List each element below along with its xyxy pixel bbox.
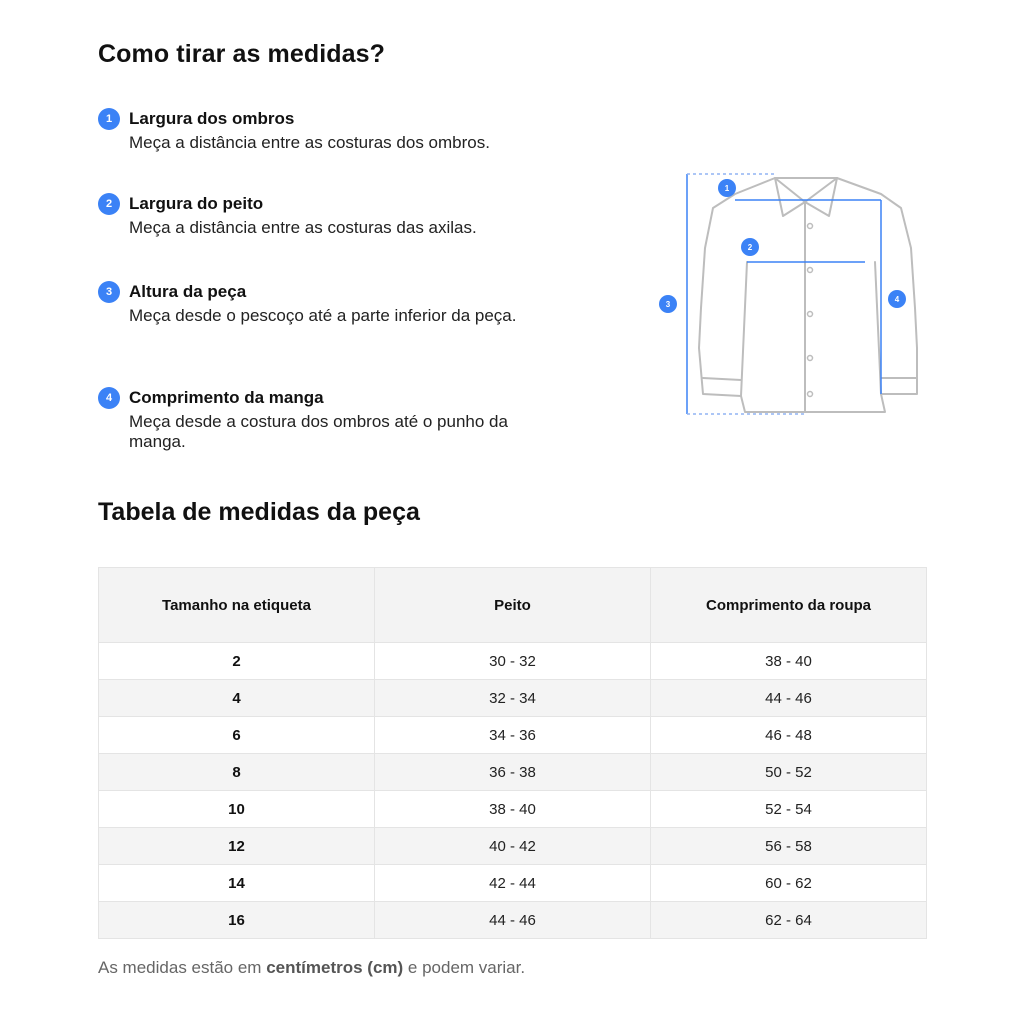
size-cell: 8 <box>99 754 375 791</box>
length-cell: 50 - 52 <box>651 754 927 791</box>
column-header: Tamanho na etiqueta <box>99 568 375 643</box>
step-chest-width <box>98 192 558 238</box>
length-cell: 62 - 64 <box>651 902 927 939</box>
table-row <box>99 717 927 754</box>
chest-cell: 34 - 36 <box>375 717 651 754</box>
size-cell: 16 <box>99 902 375 939</box>
step-number-badge: 1 <box>98 108 120 130</box>
measurement-note <box>98 958 525 978</box>
step-title: Altura da peça <box>129 282 247 301</box>
chest-cell: 36 - 38 <box>375 754 651 791</box>
size-table <box>98 567 927 939</box>
step-description: Meça a distância entre as costuras das axilas. <box>129 218 477 237</box>
length-cell: 56 - 58 <box>651 828 927 865</box>
shirt-buttons <box>808 224 813 397</box>
step-number-badge: 3 <box>98 281 120 303</box>
note-prefix: As medidas estão em <box>98 958 267 977</box>
step-sleeve-length <box>98 386 558 452</box>
step-title: Comprimento da manga <box>129 388 324 407</box>
step-shoulder-width <box>98 107 558 153</box>
table-row <box>99 791 927 828</box>
size-cell: 12 <box>99 828 375 865</box>
shirt-measurement-diagram-icon <box>655 168 925 424</box>
marker-1-label: 1 <box>724 184 730 193</box>
size-cell: 6 <box>99 717 375 754</box>
chest-cell: 40 - 42 <box>375 828 651 865</box>
table-row <box>99 643 927 680</box>
table-row <box>99 865 927 902</box>
table-row <box>99 902 927 939</box>
step-description: Meça desde o pescoço até a parte inferior da peça. <box>129 306 517 325</box>
table-row <box>99 754 927 791</box>
length-cell: 44 - 46 <box>651 680 927 717</box>
step-title: Largura do peito <box>129 194 264 213</box>
column-header: Comprimento da roupa <box>651 568 927 643</box>
marker-2-label: 2 <box>747 243 753 252</box>
size-cell: 10 <box>99 791 375 828</box>
marker-4-label: 4 <box>894 295 900 304</box>
note-unit: centímetros (cm) <box>266 958 404 977</box>
step-number-badge: 2 <box>98 193 120 215</box>
chest-cell: 32 - 34 <box>375 680 651 717</box>
size-table-title: Tabela de medidas da peça <box>98 498 420 526</box>
measurement-markers <box>659 179 906 313</box>
table-body <box>99 643 927 939</box>
chest-cell: 38 - 40 <box>375 791 651 828</box>
size-cell: 4 <box>99 680 375 717</box>
shirt-outline <box>699 178 917 412</box>
step-description: Meça a distância entre as costuras dos ombros. <box>129 133 490 152</box>
table-row <box>99 680 927 717</box>
length-cell: 46 - 48 <box>651 717 927 754</box>
column-header: Peito <box>375 568 651 643</box>
length-cell: 52 - 54 <box>651 791 927 828</box>
table-row <box>99 828 927 865</box>
chest-cell: 30 - 32 <box>375 643 651 680</box>
step-description: Meça desde a costura dos ombros até o punho da manga. <box>129 412 508 451</box>
chest-cell: 42 - 44 <box>375 865 651 902</box>
step-number-badge: 4 <box>98 387 120 409</box>
guide-title: Como tirar as medidas? <box>98 40 386 68</box>
size-cell: 2 <box>99 643 375 680</box>
chest-cell: 44 - 46 <box>375 902 651 939</box>
step-garment-height <box>98 280 558 326</box>
length-cell: 38 - 40 <box>651 643 927 680</box>
marker-3-label: 3 <box>665 300 671 309</box>
note-suffix: e podem variar. <box>403 958 526 977</box>
step-title: Largura dos ombros <box>129 109 295 128</box>
table-header-row <box>99 568 927 643</box>
length-cell: 60 - 62 <box>651 865 927 902</box>
size-cell: 14 <box>99 865 375 902</box>
